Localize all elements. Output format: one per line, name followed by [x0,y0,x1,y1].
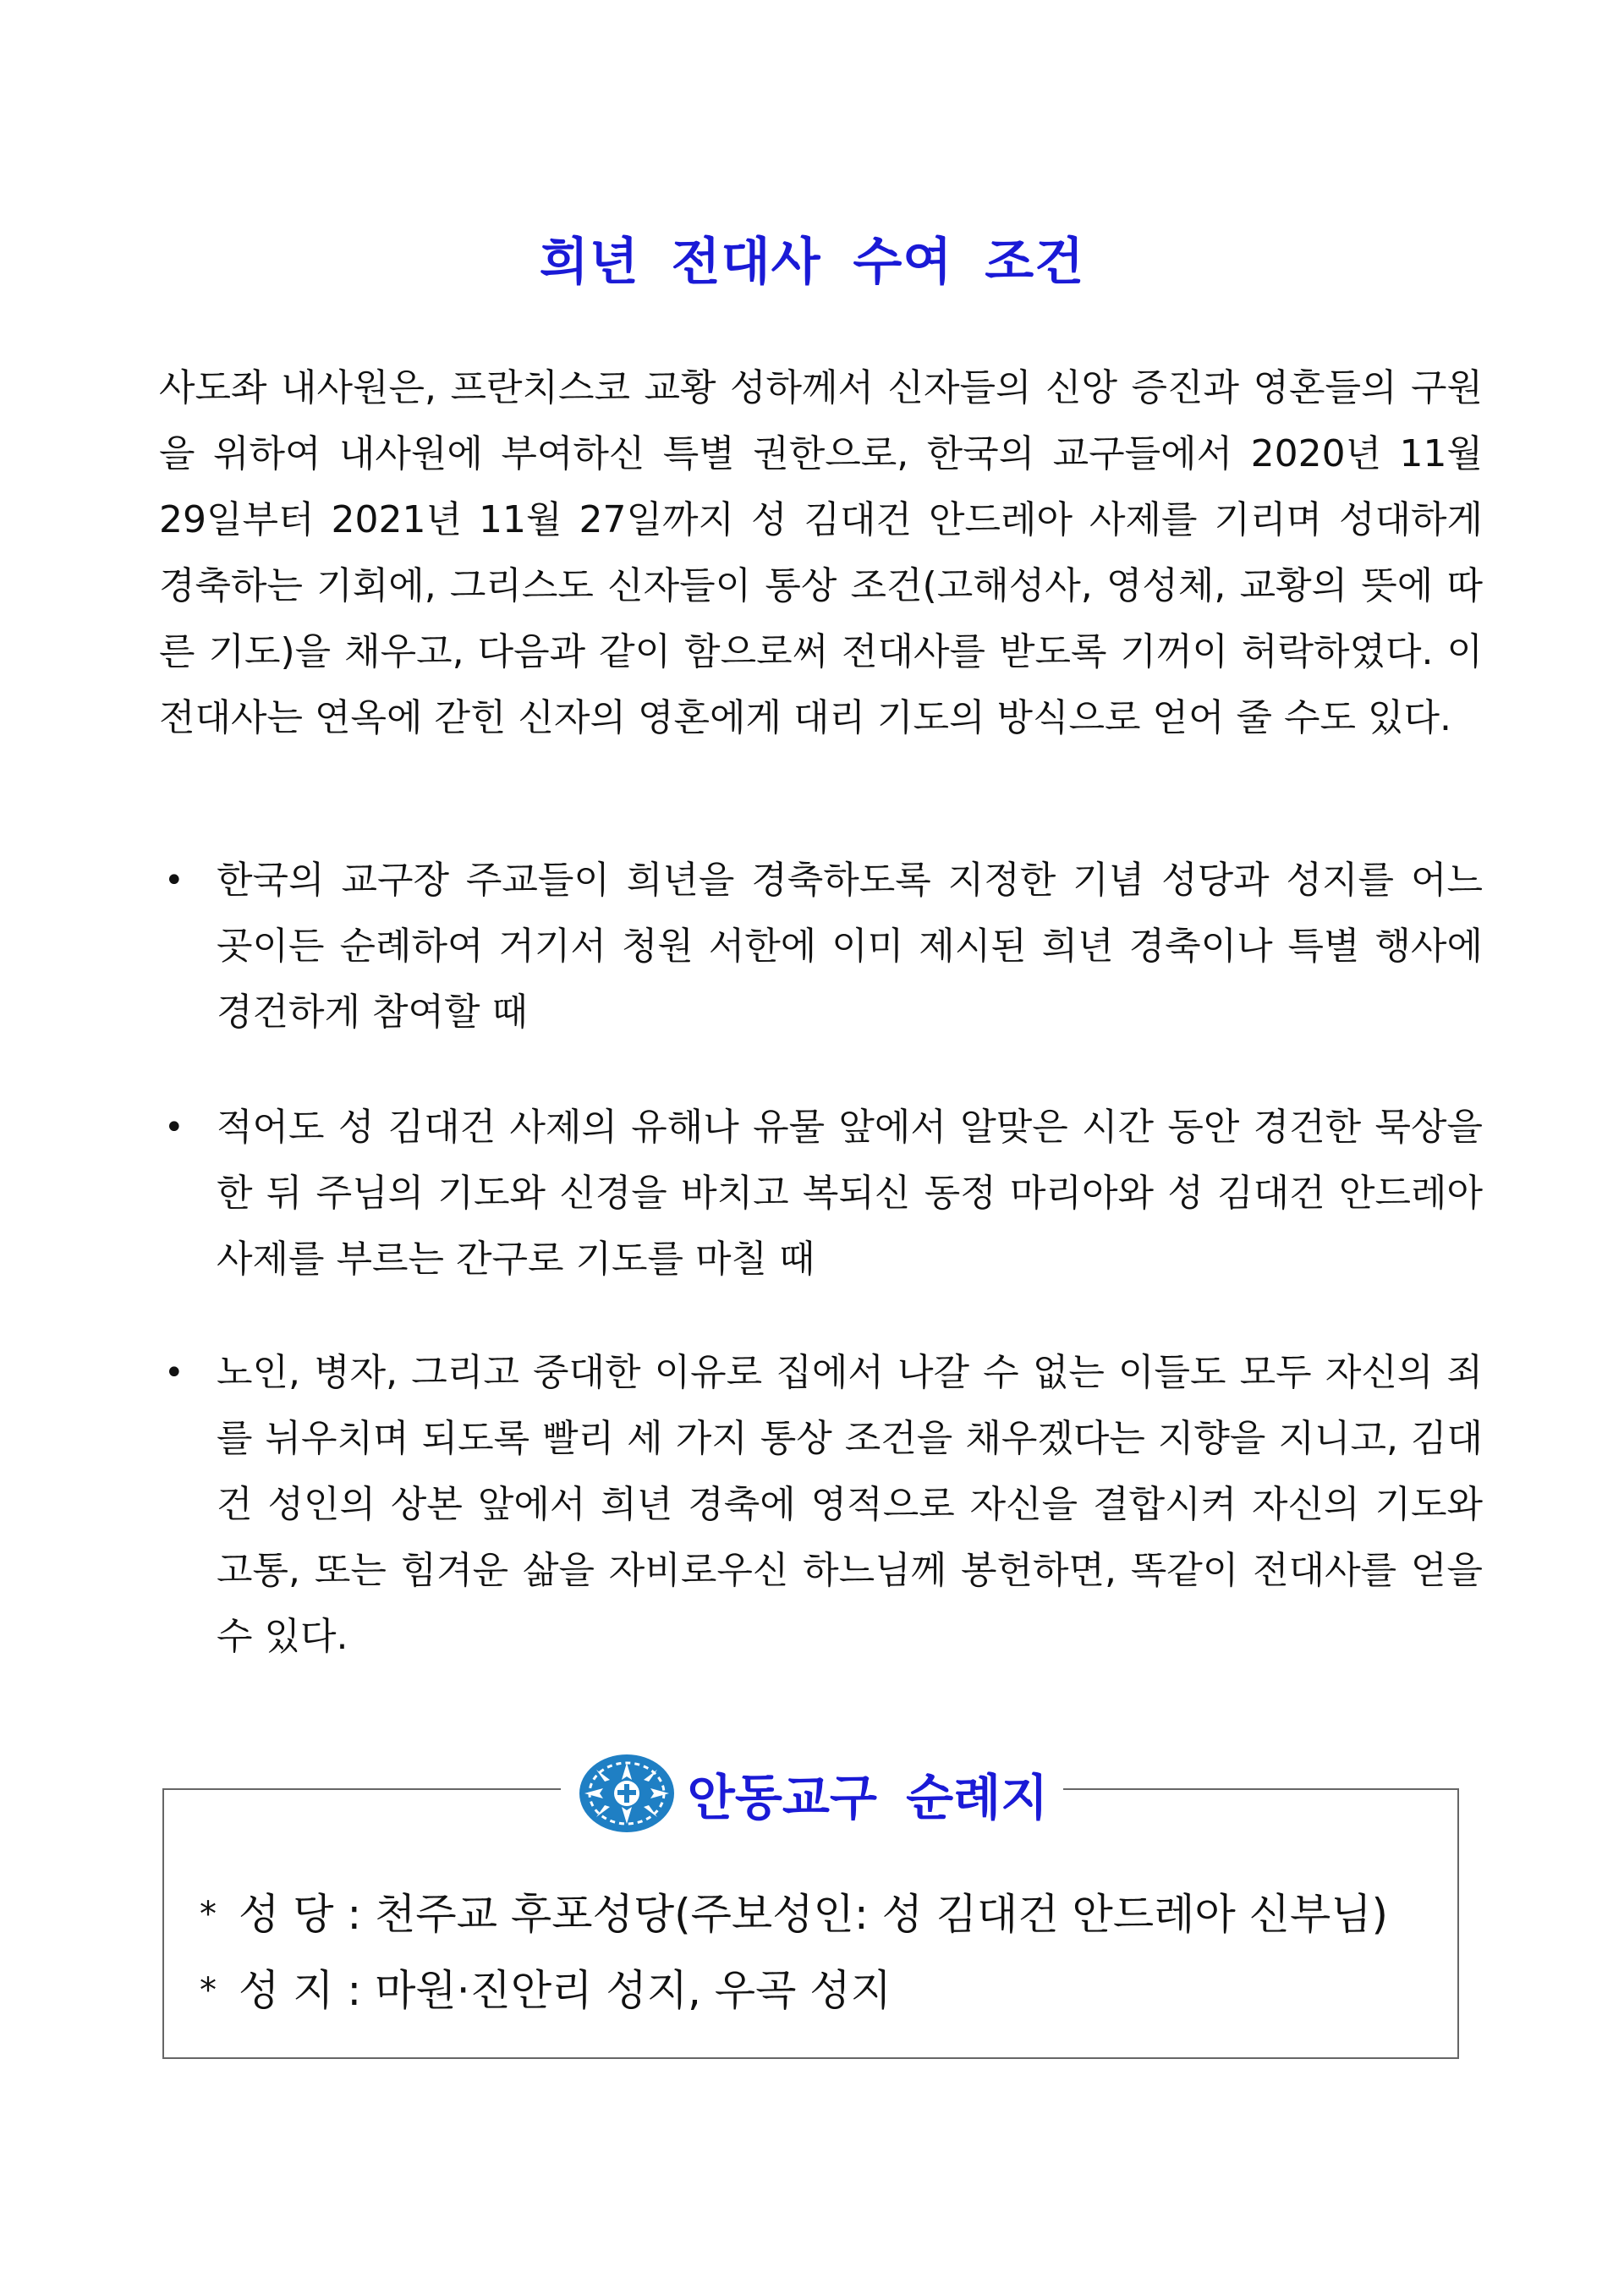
condition-text-1: 한국의 교구장 주교들이 희년을 경축하도록 지정한 기념 성당과 성지를 어느 곳이든 순례하여 거기서 청원 서한에 이미 제시된 희년 경축이나 특별 행사에 경건하게 참여할 때 [217,859,1483,1034]
bullet-marker: • [164,1108,184,1147]
condition-item-3 [159,1340,1483,1670]
shrine-text: 성 지 : 마원·진안리 성지, 우곡 성지 [239,1966,892,2015]
pilgrimage-box-title: 안동교구 순례지 [687,1769,1049,1826]
asterisk-marker: * [200,1895,217,1934]
condition-text-2: 적어도 성 김대건 사제의 유해나 유물 앞에서 알맞은 시간 동안 경건한 묵상을 한 뒤 주님의 기도와 신경을 바치고 복되신 동정 마리아와 성 김대건 안드레아 사제를 부르는 간구로 기도를 마칠 때 [217,1106,1483,1281]
condition-item-2 [159,1095,1483,1293]
intro-paragraph: 사도좌 내사원은, 프란치스코 교황 성하께서 신자들의 신앙 증진과 영혼들의 구원을 위하여 내사원에 부여하신 특별 권한으로, 한국의 교구들에서 2020년 11월 29일부터 2021년 11월 27일까지 성 김대건 안드레아 사제를 기리며 성대하게 경축하는 기회에, 그리스도 신자들이 통상 조건(고해성사, 영성체, 교황의 뜻에 따른 기도)을 채우고, 다음과 같이 함으로써 전대사를 받도록 기꺼이 허락하였다. 이 전대사는 연옥에 갇힌 신자의 영혼에게 대리 기도의 방식으로 얻어 줄 수도 있다. [159,366,1484,739]
asterisk-marker: * [200,1971,217,2010]
cathedral-line [200,1885,1388,1944]
document-title: 희년 전대사 수여 조건 [539,233,1085,292]
shrine-line [200,1961,892,2020]
cathedral-text: 성 당 : 천주교 후포성당(주보성인: 성 김대건 안드레아 신부님) [239,1890,1389,1939]
bullet-marker: • [164,1353,184,1392]
condition-item-1 [159,848,1483,1046]
condition-text-3: 노인, 병자, 그리고 중대한 이유로 집에서 나갈 수 없는 이들도 모두 자신의 죄를 뉘우치며 되도록 빨리 세 가지 통상 조건을 채우겠다는 지향을 지니고, 김대건 성인의 상본 앞에서 희년 경축에 영적으로 자신을 결합시켜 자신의 기도와 고통, 또는 힘겨운 삶을 자비로우신 하느님께 봉헌하면, 똑같이 전대사를 얻을 수 있다. [217,1351,1483,1658]
bullet-marker: • [164,861,184,900]
